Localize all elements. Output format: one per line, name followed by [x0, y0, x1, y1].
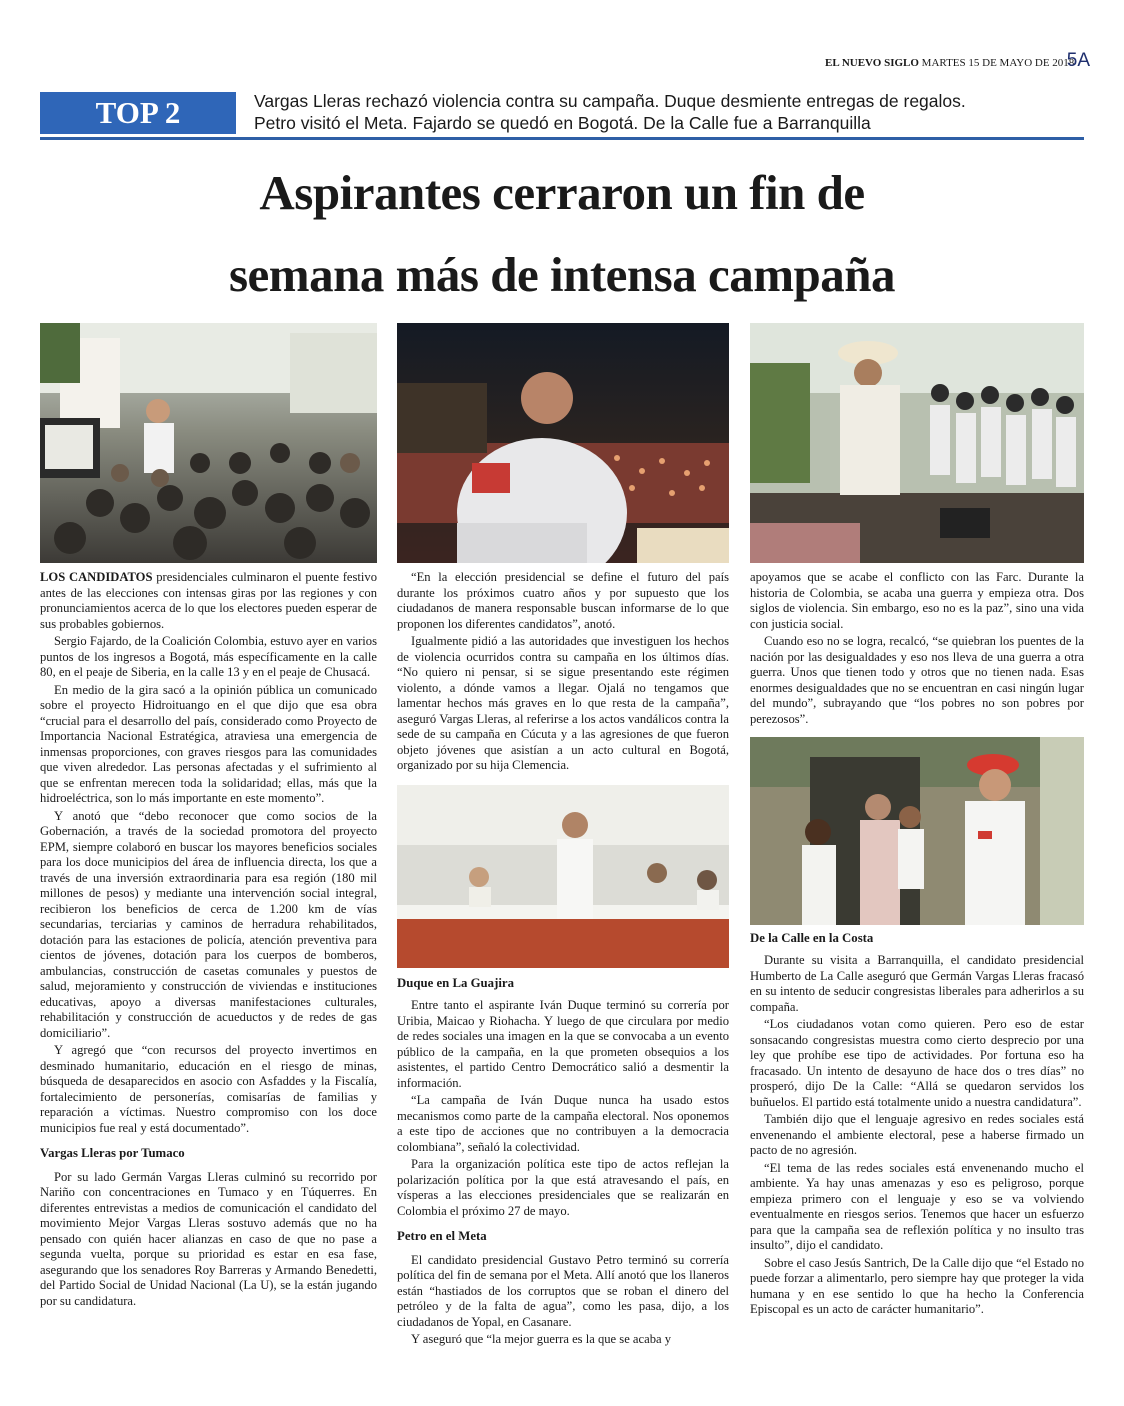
- summary-line-2: Petro visitó el Meta. Fajardo se quedó en Bogotá. De la Calle fue a Barranquilla: [254, 113, 871, 133]
- subheading: Petro en el Meta: [397, 1229, 487, 1243]
- paragraph: Igualmente pidió a las autoridades que investiguen los hechos de violencia ocurridos contra su campaña en los últimos días. “No quiero ni pensar, si se sigue presentando este régimen violento, a dónde vamos a llegar. Ojalá no tengamos que lamentar hechos más graves en lo que resta de la campaña”, aseguró Vargas Lleras, al referirse a los actos vandálicos contra la sede de su campaña en Cúcuta y a las agresiones de que fueron objeto jóvenes que asistían a un acto cultural en Bogotá, organizado por su hija Clemencia.: [397, 634, 729, 772]
- caption-de-la-calle: De la Calle en la Costa: [750, 931, 874, 945]
- paragraph: “El tema de las redes sociales está envenenando mucho el ambiente. Ya hay unas amenazas y eso es peligroso, porque empieza primero con el lenguaje y eso se va volviendo eventualmente en riesgos serios. Tenemos que hacer un esfuerzo para que la campaña sea de reflexión política y no insulto tras insulto”, dijo el candidato.: [750, 1160, 1084, 1252]
- caption-duque: Duque en La Guajira: [397, 976, 514, 990]
- photo-fajardo-crowd: [40, 323, 377, 563]
- section-summary: [254, 90, 1084, 134]
- section-bar: [40, 92, 1084, 140]
- paragraph: Sergio Fajardo, de la Coalición Colombia, estuvo ayer en varios puntos de los ingresos a Bogotá, más específicamente en la calle 80, en el peaje de Siberia, en la calle 13 y en el peaje de Chusacá.: [40, 634, 377, 679]
- paragraph: Por su lado Germán Vargas Lleras culminó su recorrido por Nariño con concentraciones en Tumaco y en Túquerres. En diferentes entrevistas a medios de comunicación el candidato del movimiento Mejor Vargas Lleras sostuvo además que no ha pensado con quién hacer alianzas en caso de que no pase a segunda vuelta, porque su prioridad es estar en esa fase, asegurando que los senadores Roy Barreras y Armando Benedetti, del Partido Social de Unidad Nacional (La U), se la están jugando por su candidatura.: [40, 1169, 377, 1308]
- column-3-bottom: [750, 953, 1084, 1320]
- column-2-top: [397, 570, 729, 776]
- paragraph: “En la elección presidencial se define el futuro del país durante los próximos cuatro años y por supuesto que los ciudadanos de manera responsable buscan informarse de lo que proponen los diferentes candidatos”, anotó.: [397, 570, 729, 631]
- headline-line-2: semana más de intensa campaña: [228, 247, 896, 302]
- column-2-bottom: [397, 998, 729, 1350]
- lead-text: presidenciales culminaron el puente festivo antes de las elecciones con intensas giras por las regiones y con pronunciamientos acerca de lo que los electores pueden esperar de sus probables gobiernos.: [40, 570, 377, 631]
- column-3-top: [750, 570, 1084, 729]
- column-1: [40, 570, 377, 1311]
- paragraph: Para la organización política este tipo de actos reflejan la polarización política por la que está atravesando el país, en vísperas a las elecciones presidenciales que se realizarán en Colombia el próximo 27 de mayo.: [397, 1157, 729, 1218]
- page-number: 5A: [1066, 50, 1090, 71]
- summary-line-1: Vargas Lleras rechazó violencia contra su campaña. Duque desmiente entregas de regalos.: [254, 91, 966, 111]
- paragraph: Y aseguró que “la mejor guerra es la que se acaba y: [411, 1332, 672, 1346]
- subheading: Vargas Lleras por Tumaco: [40, 1146, 185, 1160]
- photo-de-la-calle-costa: [750, 737, 1084, 925]
- lead-word: LOS CANDIDATOS: [40, 570, 153, 584]
- paragraph: Sobre el caso Jesús Santrich, De la Calle dijo que “el Estado no puede forzar a alimentarlo, pero siempre hay que proteger la vida humana y en ese sentido lo que ha hecho la Conferencia Episcopal es un acto de carácter humanitario”.: [750, 1255, 1085, 1316]
- publication-name: EL NUEVO SIGLO: [825, 57, 919, 69]
- masthead: [825, 52, 1090, 74]
- paragraph: Y agregó que “con recursos del proyecto invertimos en desminado humanitario, educación en el riesgo de minas, búsqueda de desaparecidos en asocio con Asfaddes y la Fiscalía, fortalecimiento de personerías, comisarías de familias y reparación a víctimas. Nuestro compromiso con los doce municipios fue real y está documentado”.: [40, 1043, 377, 1135]
- paragraph: Entre tanto el aspirante Iván Duque terminó su correría por Uribia, Maicao y Riohacha. Y luego de que circulara por medio de redes sociales una imagen en la que se convocaba a un evento público de la campaña, en la que prometen obsequios a los asistentes, el partido Centro Democrático salió a desmentir la información.: [397, 998, 729, 1090]
- section-badge: TOP 2: [40, 92, 236, 134]
- paragraph: [40, 570, 377, 632]
- paragraph: “La campaña de Iván Duque nunca ha usado estos mecanismos como parte de la campaña electoral. Nos oponemos a este tipo de acciones que no contribuyen a la democracia colombiana”, señaló la colectividad.: [397, 1093, 729, 1154]
- paragraph: Durante su visita a Barranquilla, el candidato presidencial Humberto de La Calle aseguró que Germán Vargas Lleras fracasó en su intento de seducir congresistas liberales para adherirlos a su compaña.: [750, 953, 1084, 1014]
- paragraph: apoyamos que se acabe el conflicto con las Farc. Durante la historia de Colombia, se acaba una guerra y empieza otra. Dos siglos de violencia. Sin embargo, eso no es la paz”, sino una vida con justicia social.: [750, 570, 1084, 631]
- photo-vargas-lleras-rally: [397, 323, 729, 563]
- photo-petro-meta: [750, 323, 1084, 563]
- paragraph: También dijo que el lenguaje agresivo en redes sociales está envenenando el ambiente electoral, pese a haberse firmado un pacto de no agresión.: [750, 1112, 1084, 1157]
- paragraph: “Los ciudadanos votan como quieren. Pero eso de estar sonsacando congresistas muestra como cierto desprecio por una ley que prohíbe ese tipo de actividades. Por fortuna eso ha fracasado. Un intento de desayuno de hace dos o tres días” no prosperó, dijo De la Calle: “Allá se quedaron servidos los buñuelos. El partido está totalmente unido a nuestra candidatura”.: [750, 1017, 1084, 1109]
- paragraph: En medio de la gira sacó a la opinión pública un comunicado sobre el proyecto Hidroituango en el que dijo que esa obra “crucial para el desarrollo del país, considerado como Proyecto de Importancia Nacional Estratégica, atraviesa una emergencia de inmensas proporciones, con graves riesgos para las comunidades que viven alrededor. Las personas afectadas y el sufrimiento al que se enfrentan merecen toda la solidaridad; ellas, más que la hidroeléctrica, son lo más importante en este momento”.: [40, 682, 377, 805]
- paragraph: El candidato presidencial Gustavo Petro terminó su correría política del fin de semana por el Meta. Allí anotó que los llaneros están “hastiados de los corruptos que se roban el dinero del petróleo y de la falta de agua”, como les pasa, dijo, a los ciudadanos de Yopal, en Casanare.: [397, 1252, 729, 1329]
- headline-line-1: Aspirantes cerraron un fin de: [259, 165, 865, 220]
- issue-date: MARTES 15 DE MAYO DE 2018: [921, 57, 1075, 69]
- headline: [40, 152, 1084, 316]
- paragraph: Y anotó que “debo reconocer que como socios de la Gobernación, a través de la sociedad promotora del proyecto EPM, siempre colaboró en buscar los mayores beneficios sociales para los doce municipios del área de influencia directa, los que a través de una inversión extraordinaria para esa región (180 mil millones de pesos) y mediante una intervención social integral, recibieron los beneficios de cerca de 1.200 km de vías secundarias, terciarias y caminos de herradura rehabilitados, dotación para las estaciones de policía, atención preventiva para cientos de jóvenes, dotación para los cuerpos de bomberos, ambulancias, construcción de casetas comunales y puestos de salud, mejoramiento y construcción de viviendas e instituciones educativas, apoyo a diversas manifestaciones culturales, rehabilitación y construcción de acueductos y de redes de gas domiciliario”.: [40, 808, 377, 1040]
- photo-duque-guajira: [397, 785, 729, 968]
- paragraph: Cuando eso no se logra, recalcó, “se quiebran los puentes de la nación por las desigualdades y eso nos lleva de una guerra a otra guerra. Unos que tienen todo y otros que no tienen nada. Esas enormes desigualdades que no se encuentran en casi ningún lugar del mundo”, subrayando que “los pobres no son pobres por perezosos”.: [750, 634, 1084, 726]
